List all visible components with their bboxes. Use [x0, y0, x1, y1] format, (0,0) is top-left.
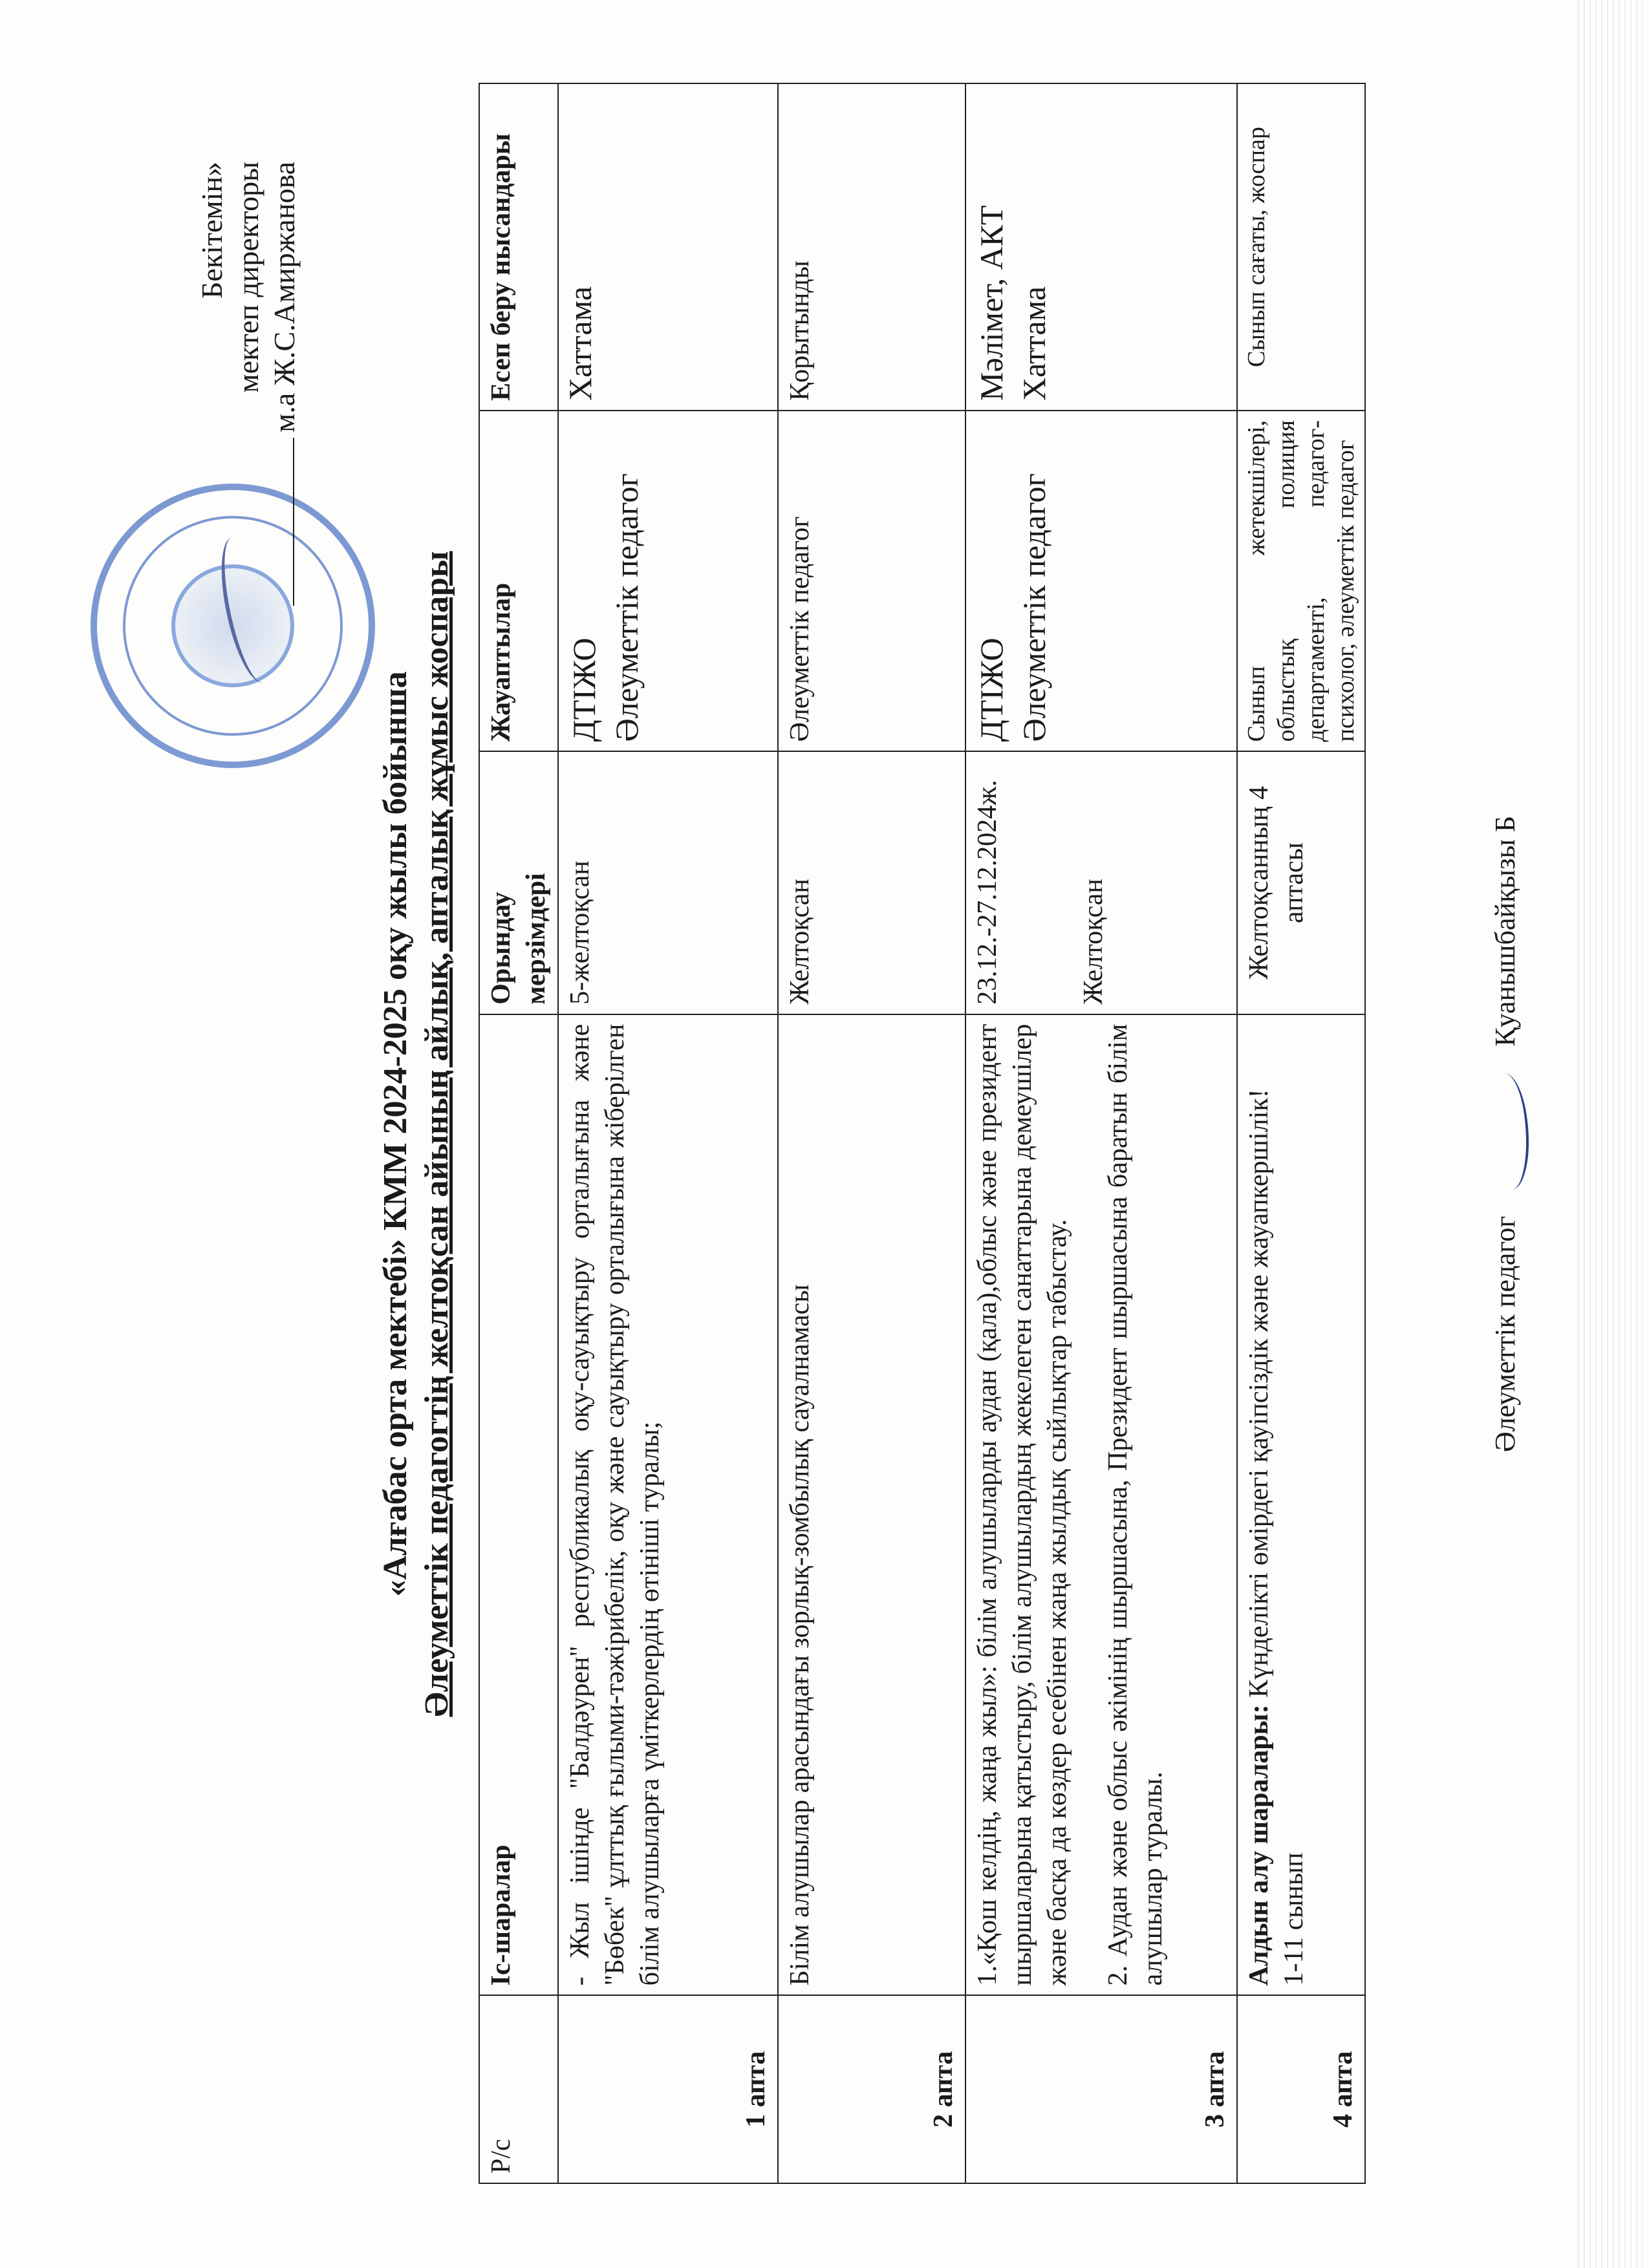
responsible-cell: ДТІЖО Әлеуметтік педагог [558, 411, 778, 751]
dates-cell: 23.12.-27.12.2024ж. Желтоқсан [965, 751, 1237, 1014]
activities-cell: Алдын алу шаралары: Күнделікті өмірдегі қауіпсіздік және жауапкершілік! 1-11 сынып [1237, 1014, 1365, 1996]
signature-icon [1487, 1073, 1529, 1190]
table-row [778, 83, 965, 2183]
week-label: 1 апта [558, 1995, 778, 2183]
table-row [965, 83, 1237, 2183]
report-cell: Мәлімет, АКТ Хаттама [965, 83, 1237, 411]
approval-line-1: Бекітемін» [195, 162, 228, 299]
header-report: Есеп беру нысандары [479, 83, 558, 411]
work-plan-table [479, 83, 1366, 2184]
report-cell: Хаттама [558, 83, 778, 411]
approval-prefix: м.а [268, 392, 301, 433]
title-line-2: Әлеуметтік педагогтің желтоқсан айының айлық, апталық жұмыс жоспары [418, 551, 455, 1717]
responsible-cell: Әлеуметтік педагог [778, 411, 965, 751]
week-label: 2 апта [778, 1995, 965, 2183]
activities-cell: - Жыл ішінде "Балдәурен" республикалық оқу-сауықтыру орталығына және "Бөбек" ұлттық ғылыми-тәжірибелік, оқу және сауықтыру орталығына жіберілген білім алушыларға үміткерлердің өтініші туралы; [558, 1014, 778, 1996]
table-row [558, 83, 778, 2183]
report-cell: Сынып сағаты, жоспар [1237, 83, 1365, 411]
week-label: 4 апта [1237, 1995, 1365, 2183]
signer-role: Әлеуметтік педагог [1489, 1215, 1522, 1453]
responsible-cell: Сынып жетекшілері, облыстық полиция департаменті, педагог-психолог, әлеуметтік педагог [1237, 411, 1365, 751]
activities-cell: 1.«Қош келдің, жаңа жыл»: білім алушыларды аудан (қала),облыс және президент шыршаларына қатыстыру, білім алушылардың жекелеген санаттарына демеушілер және басқа да көздер есебінен жаңа жылдық сыйлықтар табыстау. 2. Аудан және облыс әкімінің шыршасына, Президент шыршасына баратын білім алушылар туралы. [965, 1014, 1237, 1996]
header-activities: Іс-шаралар [479, 1014, 558, 1996]
table-row [1237, 83, 1365, 2183]
document-title [375, 0, 458, 2268]
approval-block [194, 162, 303, 614]
signature-footer [1487, 0, 1529, 2268]
report-cell: Қорытынды [778, 83, 965, 411]
activities-cell: Білім алушылар арасындағы зорлық-зомбылық сауалнамасы [778, 1014, 965, 1996]
week-label: 3 апта [965, 1995, 1237, 2183]
responsible-cell: ДТІЖО Әлеуметтік педагог [965, 411, 1237, 751]
header-no: Р/с [479, 1995, 558, 2183]
signer-name: Қуанышбайқызы Б [1489, 815, 1522, 1047]
dates-cell: 5-желтоқсан [558, 751, 778, 1014]
table-header-row [479, 83, 558, 2183]
header-dates: Орындау мерзімдері [479, 751, 558, 1014]
dates-cell: Желтоқсан [778, 751, 965, 1014]
dates-cell: Желтоқсанның 4 аптасы [1237, 751, 1365, 1014]
director-name: Ж.С.Амиржанова [268, 162, 301, 386]
header-responsible: Жауаптылар [479, 411, 558, 751]
approval-line-2: мектеп директоры [232, 162, 264, 393]
title-line-1: «Алғабас орта мектебі» КММ 2024-2025 оқу жылы бойынша [377, 671, 414, 1597]
